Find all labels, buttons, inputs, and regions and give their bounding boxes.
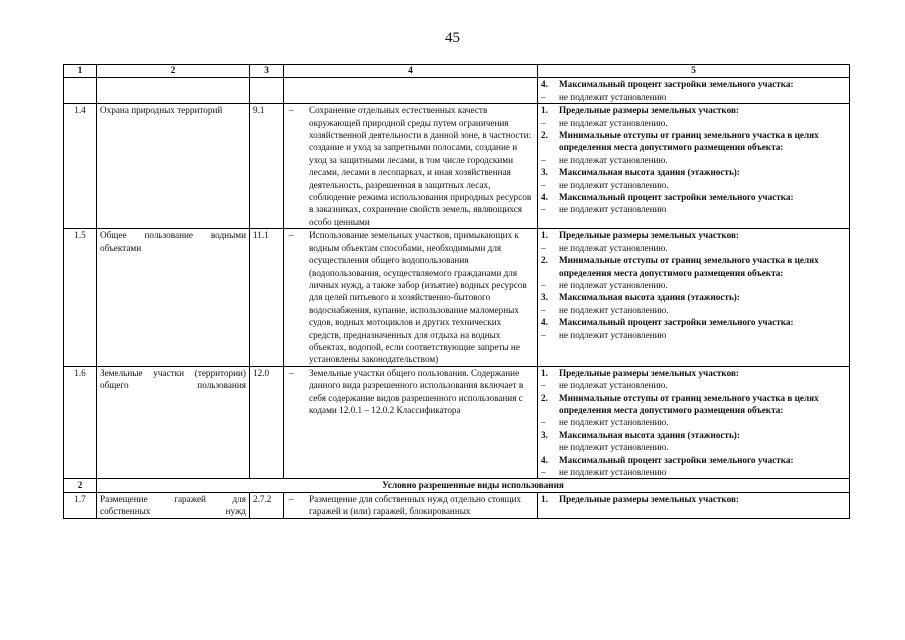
param-value (541, 117, 846, 129)
param-text: не подлежит установлению. (559, 179, 669, 190)
list-marker: 4. (541, 317, 548, 328)
description-cell (284, 366, 538, 479)
page-number: 45 (445, 30, 460, 46)
row-number: 1.6 (64, 366, 97, 479)
param-text: не подлежат установлению. (559, 279, 668, 290)
list-marker: – (541, 417, 546, 428)
param-value (541, 154, 846, 166)
section-header-row (64, 479, 850, 492)
row-number: 1.7 (64, 492, 97, 518)
param-text: Минимальные отступы от границ земельного участка в целях определения места допустимого размещения объекта: (559, 130, 819, 153)
param-value (541, 379, 846, 391)
list-marker: 1. (541, 493, 548, 504)
use-type-name: Охрана природных территорий (97, 104, 250, 229)
param-heading (541, 166, 846, 178)
list-marker: – (541, 304, 546, 315)
param-heading (541, 191, 846, 203)
param-heading (541, 104, 846, 116)
list-marker: – (541, 204, 546, 215)
param-text: Минимальные отступы от границ земельного участка в целях определения места допустимого размещения объекта: (559, 392, 819, 415)
row-number: 1.5 (64, 229, 97, 366)
dash-marker: – (289, 493, 294, 504)
param-text: не подлежит установлению (559, 467, 667, 477)
param-text: не подлежит установлению. (559, 417, 669, 428)
param-heading (541, 429, 846, 441)
param-value (541, 304, 846, 316)
list-marker: 3. (541, 292, 548, 303)
list-marker: – (541, 91, 546, 102)
table-header-row (64, 65, 850, 78)
list-marker: 4. (541, 454, 548, 465)
empty-cell (64, 78, 97, 104)
param-value (541, 279, 846, 291)
param-heading (541, 392, 846, 417)
use-type-name: Размещение гаражей для собственных нужд (97, 492, 250, 518)
column-header: 1 (64, 65, 97, 78)
param-value (541, 242, 846, 254)
param-value (541, 203, 846, 215)
description-cell (284, 229, 538, 366)
list-marker: 2. (541, 255, 548, 266)
param-heading (541, 454, 846, 466)
list-marker (541, 441, 559, 453)
params-cell (538, 78, 850, 104)
param-heading (541, 78, 846, 90)
column-header: 5 (538, 65, 850, 78)
description-text: Сохранение отдельных естественных качеств окружающей природной среды путем ограничения хозяйственной деятельности в данной зоне, в частности: создание и уход за запретными полосами, создание и уход за защитными лесами, в том числе городскими лесами, лесами в лесопарках, и иная хозяйственная деятельность, разрешенная в защитных лесах, соблюдение режима использования природных ресурсов в заказниках, сохранение свойств земель, являющихся особо ценными (309, 105, 532, 227)
param-value (541, 329, 846, 341)
param-text: Предельные размеры земельных участков: (559, 493, 739, 504)
dash-marker: – (289, 105, 294, 116)
params-cell (538, 229, 850, 366)
params-cell (538, 366, 850, 479)
param-text: не подлежит установлению. (559, 442, 669, 453)
description-text: Использование земельных участков, примыкающих к водным объектам способами, необходимыми для осуществления общего водопользования (водопользования, осуществляемого гражданами для личных нужд, а также забор (изъятие) водных ресурсов для целей питьевого и хозяйственно-бытового водоснабжения, купание, использование маломерных судов, водных мотоциклов и других технических средств, предназначенных для отдыха на водных объектах, водопой, если соответствующие запреты не установлены законодательством) (309, 230, 527, 365)
param-heading (541, 493, 846, 505)
use-type-name: Земельные участки (территории) общего пользования (97, 366, 250, 479)
section-number: 2 (64, 479, 97, 492)
param-text: Минимальные отступы от границ земельного участка в целях определения места допустимого размещения объекта: (559, 255, 819, 278)
section-title: Условно разрешенные виды использования (97, 479, 850, 492)
table-row (64, 366, 850, 479)
column-header: 3 (250, 65, 284, 78)
param-text: не подлежит установлению (559, 91, 667, 102)
list-marker: – (541, 117, 546, 128)
classifier-code: 11.1 (250, 229, 284, 366)
params-cell (538, 492, 850, 518)
param-value (541, 466, 846, 478)
list-marker: 2. (541, 392, 548, 403)
list-marker: – (541, 329, 546, 340)
param-heading (541, 367, 846, 379)
param-text: не подлежат установлению. (559, 242, 668, 253)
params-cell (538, 104, 850, 229)
param-text: не подлежат установлению. (559, 154, 668, 165)
classifier-code: 12.0 (250, 366, 284, 479)
description-text: Земельные участки общего пользования. Содержание данного вида разрешенного использования включает в себя содержание видов разрешенного использования с кодами 12.0.1 – 12.0.2 Классификатора (309, 367, 524, 415)
param-text: Предельные размеры земельных участков: (559, 367, 739, 378)
classifier-code: 9.1 (250, 104, 284, 229)
param-value (541, 441, 846, 453)
param-heading (541, 129, 846, 154)
param-text: Максимальная высота здания (этажность): (559, 167, 740, 178)
param-heading (541, 229, 846, 241)
param-value (541, 91, 846, 103)
description-cell (284, 492, 538, 518)
continuation-row (64, 78, 850, 104)
param-text: Максимальный процент застройки земельного участка: (559, 192, 794, 203)
param-heading (541, 291, 846, 303)
param-text: не подлежит установлению. (559, 304, 669, 315)
empty-cell (250, 78, 284, 104)
list-marker: 1. (541, 367, 548, 378)
description-text: Размещение для собственных нужд отдельно стоящих гаражей и (или) гаражей, блокированных (309, 493, 522, 517)
param-text: Предельные размеры земельных участков: (559, 230, 739, 241)
list-marker: – (541, 467, 546, 477)
use-type-name: Общее пользование водными объектами (97, 229, 250, 366)
list-marker: 4. (541, 79, 548, 90)
list-marker: 2. (541, 130, 548, 141)
param-value (541, 179, 846, 191)
list-marker: 3. (541, 429, 548, 440)
param-text: Максимальный процент застройки земельного участка: (559, 79, 794, 90)
table-row (64, 104, 850, 229)
list-marker: 1. (541, 230, 548, 241)
param-text: Максимальная высота здания (этажность): (559, 292, 740, 303)
empty-cell (97, 78, 250, 104)
list-marker: – (541, 179, 546, 190)
column-header: 2 (97, 65, 250, 78)
param-value (541, 416, 846, 428)
column-header: 4 (284, 65, 538, 78)
param-text: не подлежит установлению (559, 204, 667, 215)
list-marker: 4. (541, 192, 548, 203)
description-cell (284, 104, 538, 229)
row-number: 1.4 (64, 104, 97, 229)
list-marker: 3. (541, 167, 548, 178)
dash-marker: – (289, 230, 294, 241)
list-marker: – (541, 242, 546, 253)
list-marker: – (541, 279, 546, 290)
param-text: Максимальный процент застройки земельного участка: (559, 454, 794, 465)
table-row (64, 492, 850, 518)
classifier-code: 2.7.2 (250, 492, 284, 518)
param-heading (541, 316, 846, 328)
list-marker: 1. (541, 105, 548, 116)
param-text: Предельные размеры земельных участков: (559, 105, 739, 116)
param-text: не подлежат установлению. (559, 380, 668, 391)
list-marker: – (541, 380, 546, 391)
table-row (64, 229, 850, 366)
param-heading (541, 254, 846, 279)
list-marker: – (541, 154, 546, 165)
regulations-table (63, 64, 850, 519)
param-text: Максимальный процент застройки земельного участка: (559, 317, 794, 328)
dash-marker: – (289, 367, 294, 378)
param-text: не подлежат установлению. (559, 117, 668, 128)
empty-cell (284, 78, 538, 104)
param-text: не подлежит установлению (559, 329, 667, 340)
param-text: Максимальная высота здания (этажность): (559, 429, 740, 440)
